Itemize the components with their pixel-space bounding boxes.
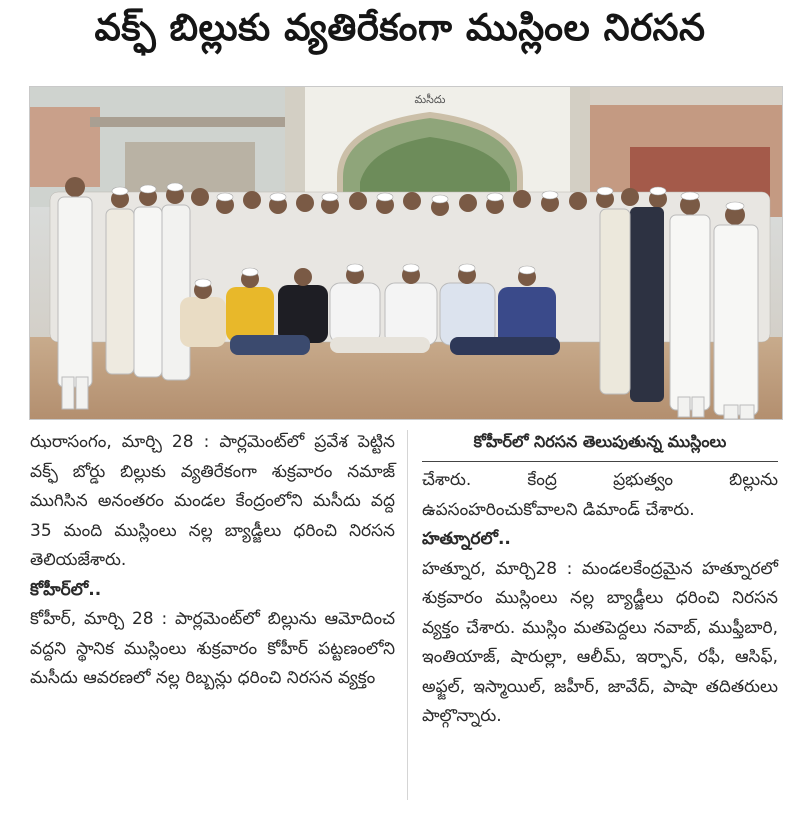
right-column bbox=[422, 428, 778, 732]
subheading-hatnoora: హత్నూరలో.. bbox=[422, 529, 511, 549]
subheading-kohir: కోహీర్‌లో.. bbox=[30, 579, 102, 600]
paragraph-kohir-continued: చేశారు. కేంద్ర ప్రభుత్వం బిల్లును ఉపసంహరించుకోవాలని డిమాండ్ చేశారు. bbox=[422, 470, 778, 520]
arch-inscription: మసీదు bbox=[414, 93, 446, 106]
left-column bbox=[30, 428, 395, 694]
photo-caption: కోహీర్‌లో నిరసన తెలుపుతున్న ముస్లింలు bbox=[422, 428, 778, 462]
paragraph-hatnoora: హత్నూర, మార్చి28 : మండలకేంద్రమైన హత్నూరలో శుక్రవారం ముస్లింలు నల్ల బ్యాడ్జీలు ధరించి నిరసన వ్యక్తం చేశారు. ముస్లిం మతపెద్దలు నవాబ్, ముఫ్తీబారి, ఇంతియాజ్, షారుల్లా, ఆలీమ్, ఇర్ఫాన్, రఫీ, ఆసిఫ్, అఫ్జల్, ఇస్మాయిల్, జహీర్, జావేద్, పాషా తదితరులు పాల్గొన్నారు. bbox=[422, 558, 778, 726]
paragraph-jharasangam: ఝరాసంగం, మార్చి 28 : పార్లమెంట్‌లో ప్రవేశ పెట్టిన వక్ఫ్ బోర్డు బిల్లుకు వ్యతిరేకంగా శుక్రవారం నమాజ్ ముగిసిన అనంతరం మండల కేంద్రంలోని మసీదు వద్ద 35 మంది ముస్లింలు నల్ల బ్యాడ్జీలు ధరించి నిరసన తెలియజేశారు. bbox=[30, 432, 395, 570]
paragraph-kohir: కోహీర్, మార్చి 28 : పార్లమెంట్‌లో బిల్లును ఆమోదించ వద్దని స్థానిక ముస్లింలు శుక్రవారం కోహీర్ పట్టణంలోని మసీదు ఆవరణలో నల్ల రిబ్బన్లు ధరించి నిరసన వ్యక్తం bbox=[30, 609, 395, 688]
news-photo bbox=[29, 86, 783, 420]
column-divider bbox=[407, 430, 408, 800]
headline: వక్ఫ్ బిల్లుకు వ్యతిరేకంగా ముస్లింల నిరసన bbox=[94, 6, 706, 49]
